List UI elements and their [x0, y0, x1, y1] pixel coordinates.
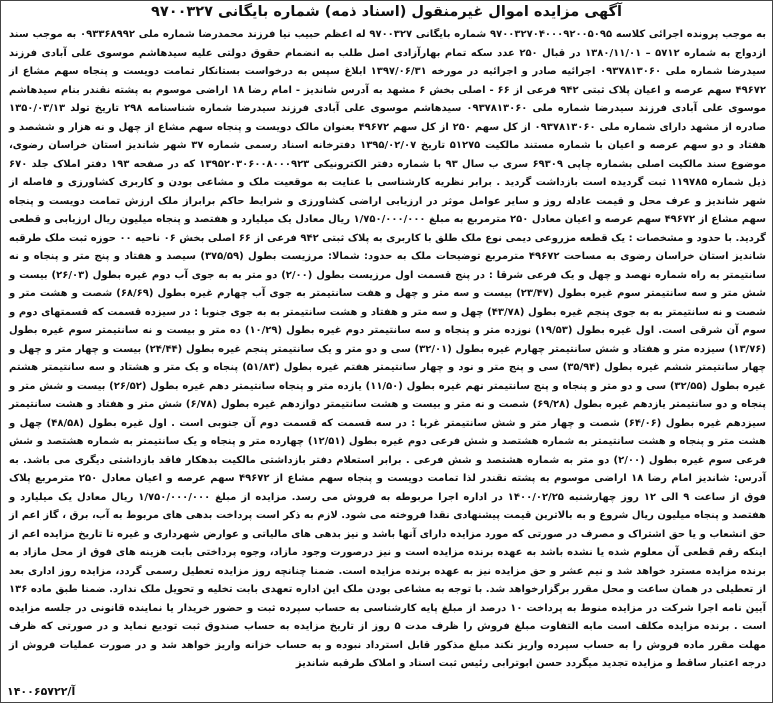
reference-code: ۱۴۰۰۶۵۷۲۲/آ: [7, 685, 76, 698]
notice-body-text: به موجب پرونده اجرائی کلاسه ۹۷۰۰۳۲۷۰۴۰۰۰۹۲۰۰۵۰۹۵ شماره بایگانی ۹۷۰۰۳۲۷ له اعظم حبیب نیا فرزند محمدرضا شماره ملی ۰۹۳۳۶۸۹۹۲ به موجب سند ازدواج به شماره ۵۷۱۲ – ۱۳۸۰/۱۱/۰۱ در قبال ۲۵۰ عدد سکه تمام بهارآزادی اصل طلب به انضمام حقوق دولتی علیه سیدهاشم موسوی علی آبادی فرزند سیدرضا شماره ملی ۰۹۳۷۸۱۳۰۶۰ اجرائیه صادر و اجرائیه در مورخه ۱۳۹۷/۰۶/۳۱ ابلاغ سپس به درخواست بستانکار تمامت دویست و پنجاه سهم مشاع از ۴۹۶۷۲ سهم عرصه و اعیان پلاک ثبتی ۹۴۲ فرعی از ۶۶ - اصلی بخش ۶ مشهد به آدرس شاندیز - امام رضا ۱۸ اراضی موسوم به پشته نقندر بنام سیدهاشم موسوی علی آبادی فرزند سیدرضا شماره ملی ۰۹۳۷۸۱۳۰۶۰ سیدهاشم موسوی علی آبادی فرزند سیدرضا شماره شناسنامه ۲۹۸ تاریخ تولد ۱۳۵۰/۰۳/۱۳ صادره از مشهد دارای شماره ملی ۰۹۳۷۸۱۳۰۶۰ از کل سهم ۲۵۰ از کل سهم ۴۹۶۷۲ بعنوان مالک دویست و پنجاه سهم مشاع از چهل و نه هزار و ششصد و هفتاد و دو سهم عرصه و اعیان با شماره مستند مالکیت ۵۱۲۷۵ تاریخ ۱۳۹۵/۰۲/۰۷ دفترخانه اسناد رسمی شماره ۳۷ شهر شاندیز استان خراسان رضوی، موضوع سند مالکیت اصلی بشماره چاپی ۶۹۳۰۹ سری ب سال ۹۳ با شماره دفتر الکترونیکی ۱۳۹۵۲۰۳۰۶۰۰۸۰۰۰۹۲۳ که در صفحه ۱۹۳ دفتر املاک جلد ۶۷۰ ذیل شماره ۱۱۹۷۸۵ ثبت گردیده است بازداشت گردید . برابر نظریه کارشناسی با عنایت به موقعیت ملک و مشاعی بودن و کاربری کشاورزی و فاصله از شهر شاندیز و عرف محل و قیمت عادله روز و سایر عوامل موثر در ارزیابی اراضی کشاورزی و شرایط حاکم برابراز ملک ارزش تمامت دویست و پنجاه سهم مشاع از ۴۹۶۷۲ سهم عرصه و اعیان معادل ۲۵۰ مترمربع به مبلغ ۱/۷۵۰/۰۰۰/۰۰۰ ریال معادل یک میلیارد و هفتصد و پنجاه میلیون ریال ارزیابی و قطعی گردید. با حدود و مشخصات : یک قطعه مزروعی دیمی نوع ملک طلق با کاربری به پلاک ثبتی ۹۴۲ فرعی از ۶۶ اصلی بخش ۰۶ ناحیه ۰۰ حوزه ثبت ملک طرقبه شاندیز استان خراسان رضوی به مساحت ۴۹۶۷۲ مترمربع توضیحات ملک به حدود: شمالا: مرزیست بطول (۳۷۵/۵۹) سیصد و هفتاد و پنج متر و پنجاه و نه سانتیمتر به راه شماره نهصد و چهل و یک فرعی شرقا : در پنج قسمت اول مرزیست بطول (۲/۰۰) دو متر به به جوی آب دوم غیره بطول (۲۶/۰۳) بیست و شش متر و سه سانتیمتر سوم غیره بطول (۲۳/۴۷) بیست و سه متر و چهل و هفت سانتیمتر به جوی آب چهارم غیره بطول (۶۸/۶۹) شصت و هشت متر و شصت و نه سانتیمتر به به جوی پنجم غیره بطول (۴۳/۷۸) چهل و سه متر و هفتاد و هشت سانتیمتر به به جوی جنوبا : در سیزده قسمت که قسمتهای دوم و سوم آن شرقی است. اول غیره بطول (۱۹/۵۳) نوزده متر و پنجاه و سه سانتیمتر دوم غیره بطول (۱۰/۲۹) ده متر و بیست و نه سانتیمتر سوم غیره بطول (۱۳/۷۶) سیزده متر و هفتاد و شش سانتیمتر چهارم غیره بطول (۳۲/۰۱) سی و دو متر و یک سانتیمتر پنجم غیره بطول (۲۴/۴۴) بیست و چهار متر و چهل و چهار سانتیمتر ششم غیره بطول (۳۵/۹۴) سی و پنج متر و نود و چهار سانتیمتر هفتم غیره بطول (۵۱/۸۳) پنجاه و یک متر و هشتاد و سه سانتیمتر هشتم غیره بطول (۳۲/۵۵) سی و دو متر و پنجاه و پنج سانتیمتر نهم غیره بطول (۱۱/۵۰) یازده متر و پنجاه سانتیمتر دهم غیره بطول (۲۶/۵۲) بیست و شش متر و پنجاه و دو سانتیمتر یازدهم غیره بطول (۶۹/۲۸) شصت و نه متر و بیست و هشت سانتیمتر دوازدهم غیره بطول (۶/۷۸) شش متر و هفتاد و هشت سانتیمتر سیزدهم غیره بطول (۶۴/۰۶) شصت و چهار متر و شش سانتیمتر غربا : در سه قسمت که قسمت دوم آن جنوبی است . اول غیره بطول (۴۸/۵۸) چهل و هشت متر و پنجاه و هشت سانتیمتر به شماره هشتصد و شش فرعی دوم غیره بطول (۱۲/۵۱) چهارده متر و پنجاه و یک سانتیمتر به شماره هشتصد و شش فرعی سوم غیره بطول (۲/۰۰) دو متر به شماره هشتصد و شش فرعی . برابر استعلام دفتر بازداشتی مالکیت بدهکار فاقد بازداشتی دیگری می باشد. به آدرس: شاندیز امام رضا ۱۸ اراضی موسوم به پشته نقندر لذا تمامت دویست و پنجاه سهم مشاع از ۴۹۶۷۲ سهم عرصه و اعیان معادل ۲۵۰ مترمربع پلاک فوق از ساعت ۹ الی ۱۲ روز چهارشنبه ۱۴۰۰/۰۲/۲۵ در اداره اجرا مربوطه به فروش می رسد. مزایده از مبلغ ۱/۷۵۰/۰۰۰/۰۰۰ ریال معادل یک میلیارد و هفتصد و پنجاه میلیون ریال شروع و به بالاترین قیمت پیشنهادی نقدا فروخته می شود. لازم به ذکر است پرداخت بدهی های مربوط به آب، برق ، گاز اعم از حق انشعاب و یا حق اشتراک و مصرف در صورتی که مورد مزایده دارای آنها باشد و نیز بدهی های مالیاتی و عوارض شهرداری و غیره تا تاریخ مزایده اعم از اینکه رقم قطعی آن معلوم شده یا نشده باشد به عهده برنده مزایده است و نیز درصورت وجود مازاد، وجوه پرداختی بابت هزینه های فوق از محل مازاد به برنده مزایده مسترد خواهد شد و نیم عشر و حق مزایده نیز به عهده برنده مزایده است. ضمنا چنانچه روز مزایده تعطیل رسمی گردد، مزایده روز اداری بعد از تعطیلی در همان ساعت و محل مقرر برگزارخواهد شد. با توجه به مشاعی بودن ملک این اداره تعهدی بابت تخلیه و تحویل ملک ندارد. ضمنا طبق ماده ۱۳۶ آیین نامه اجرا شرکت در مزایده منوط به پرداخت ۱۰ درصد از مبلغ پایه کارشناسی به حساب سپرده ثبت و حضور خریدار یا نماینده قانونی در جلسه مزایده است . برنده مزایده مکلف است مابه التفاوت مبلغ فروش را ظرف مدت ۵ روز از تاریخ مزایده به حساب صندوق ثبت تودیع نماید و در صورتی که ظرف مهلت مقرر ماده فروش را به حساب سپرده واریز نکند مبلغ مذکور قابل استرداد نبوده و به حساب خزانه واریز خواهد شد و در صورت عملیات فروش از درجه اعتبار ساقط و مزایده تجدید میگردد حسن ابوترابی رئیس ثبت اسناد و املاک طرقبه شاندیز: [9, 29, 767, 669]
notice-title: آگهی مزایده اموال غیرمنقول (اسناد ذمه) شماره بایگانی ۹۷۰۰۳۲۷: [151, 4, 622, 20]
